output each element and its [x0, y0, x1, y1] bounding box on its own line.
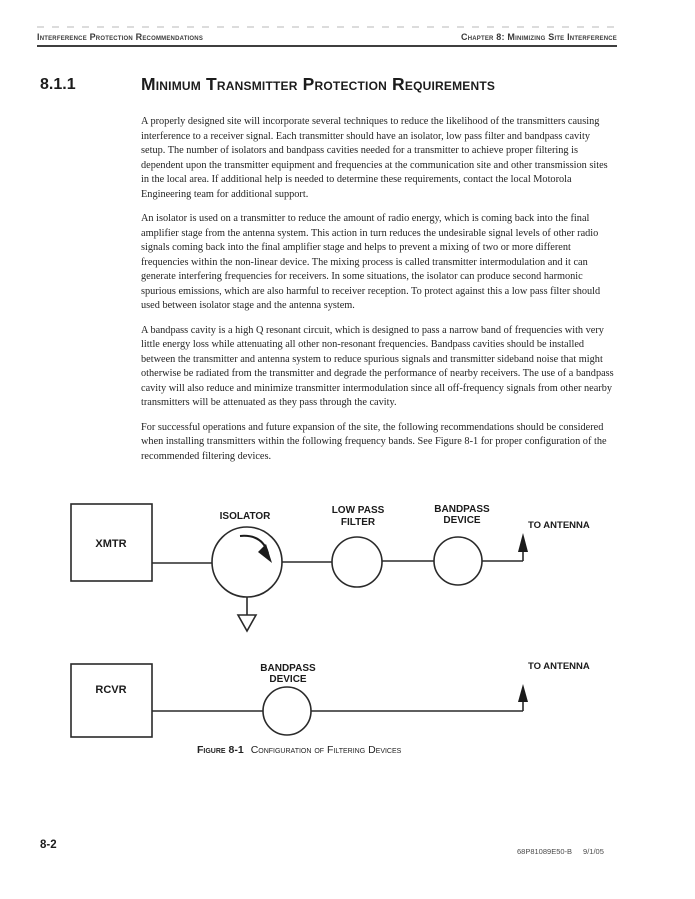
- figure-diagram: [0, 495, 695, 775]
- header-left-text: Interference Protection Recommendations: [37, 32, 204, 42]
- header-right-text: Chapter 8: Minimizing Site Interference: [461, 32, 617, 42]
- isolator-label: ISOLATOR: [219, 511, 271, 522]
- figure-caption-label: Figure 8-1: [197, 744, 244, 756]
- paragraph-3: A bandpass cavity is a high Q resonant circuit, which is designed to pass a narrow band of frequencies with very little energy loss while attenuating all other non-resonant frequencies. Bandpass cavities should be installed between the transmitter and antenna system to reduce spurious signals and transmitter sideband noise that might otherwise be radiated from the transmitter and degrade the performance of nearby receivers. The use of a bandpass cavity will also reduce and minimize transmitter intermodulation since all off-frequency signals from other nearby transmitters will be attenuated as they pass through the cavity.: [141, 324, 614, 408]
- footer-date: 9/1/05: [583, 847, 604, 856]
- figure-caption: [197, 744, 401, 756]
- ground-load-icon: [238, 615, 256, 631]
- antenna-arrow-rx-icon: [518, 684, 528, 702]
- header-rule: [37, 45, 617, 47]
- low-pass-filter-label-line2: FILTER: [340, 517, 376, 528]
- footer-page-number: 8-2: [40, 839, 57, 851]
- body-text: [141, 115, 614, 474]
- bandpass-label-tx-line1: BANDPASS: [434, 504, 490, 515]
- bandpass-device-circle-rx: [263, 687, 311, 735]
- to-antenna-label-tx: TO ANTENNA: [528, 520, 590, 531]
- low-pass-filter-label-line1: LOW PASS: [331, 505, 385, 516]
- figure-caption-text: Configuration of Filtering Devices: [250, 744, 402, 756]
- footer-doc-number: 68P81089E50-B: [517, 847, 573, 856]
- bandpass-label-tx-line2: DEVICE: [443, 515, 481, 526]
- section-title: Minimum Transmitter Protection Requirements: [141, 74, 496, 94]
- bandpass-label-rx-line1: BANDPASS: [260, 663, 316, 674]
- scan-artifact-line: [37, 26, 617, 28]
- xmtr-label: XMTR: [95, 538, 127, 550]
- page-header: [37, 32, 617, 42]
- paragraph-1: A properly designed site will incorporate several techniques to reduce the likelihood of the transmitters causing interference to a receiver signal. Each transmitter should have an isolator, low pass filter and bandpass cavity setup. The number of isolators and bandpass cavities needed for a transmitter to achieve proper filtering is dependent upon the transmitter equipment and frequencies at the communication site and other transmission sites in the local area. If additional help is needed to determine these requirements, contact the local Motorola Engineering team for additional support.: [141, 116, 608, 200]
- section-number: 8.1.1: [40, 76, 76, 93]
- paragraph-4: For successful operations and future expansion of the site, the following recommendations should be considered when installing transmitters within the following frequency bands. See Figure 8-1 for proper configuration of the recommended filtering devices.: [141, 421, 607, 462]
- footer-right: [517, 847, 604, 856]
- rcvr-box: [71, 664, 152, 737]
- bandpass-device-circle-tx: [434, 537, 482, 585]
- low-pass-filter-circle: [332, 537, 382, 587]
- bandpass-label-rx-line2: DEVICE: [269, 674, 307, 685]
- isolator-rotation-arrowhead-icon: [258, 544, 272, 563]
- antenna-arrow-tx-icon: [518, 533, 528, 552]
- rcvr-label: RCVR: [95, 684, 127, 696]
- to-antenna-label-rx: TO ANTENNA: [528, 661, 590, 672]
- paragraph-2: An isolator is used on a transmitter to reduce the amount of radio energy, which is coming back into the final amplifier stage from the antenna system. This action in turn reduces the undesirable signal levels of other radio signals coming back into the final amplifier stage and helps to prevent a mixing of two or more different frequencies within the non-linear device. The mixing process is called transmitter intermodulation and it can generate interfering frequencies for receivers. In some situations, the isolator can produce second harmonic spurious emissions, which are also harmful to receiver reception. To protect against this a low pass filter should used between isolator stage and the antenna system.: [141, 213, 601, 311]
